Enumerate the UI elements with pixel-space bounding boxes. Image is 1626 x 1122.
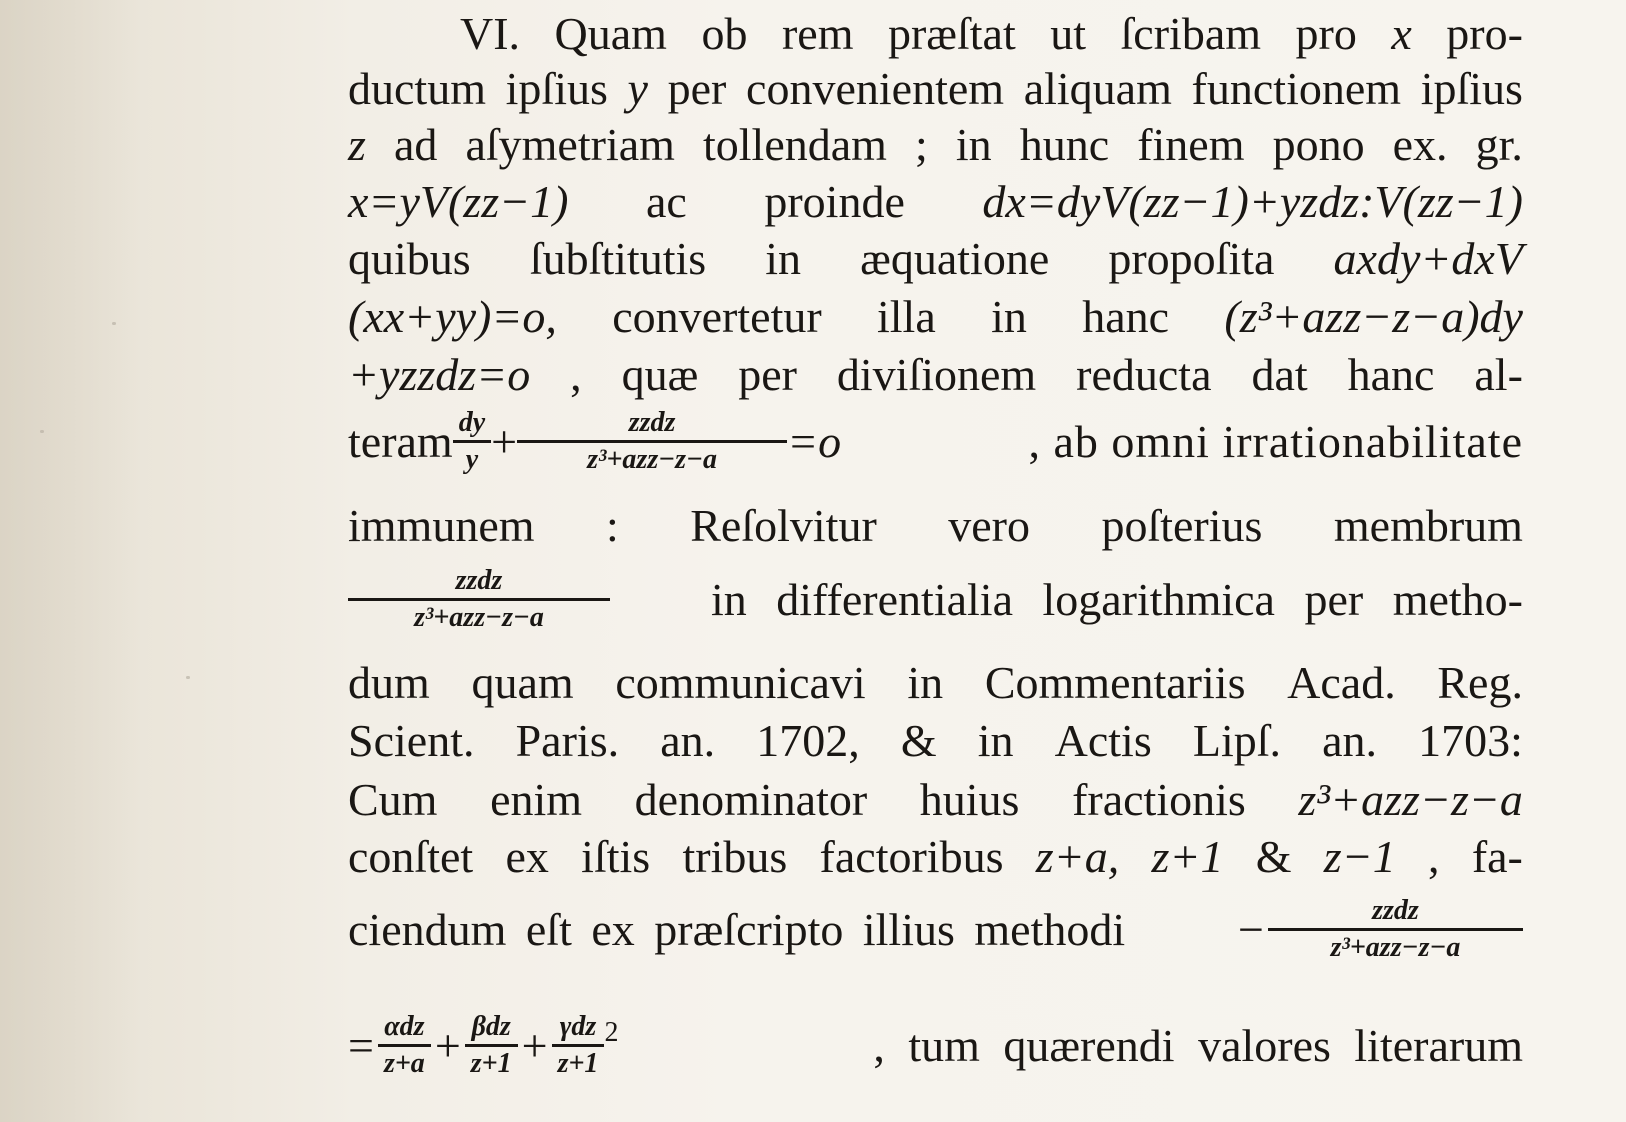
text-line-16 [348, 1012, 1523, 1079]
math-expression: =o [787, 416, 842, 467]
plus-sign: + [491, 416, 518, 467]
word: an. [1322, 715, 1378, 766]
word: hanc [1347, 349, 1435, 400]
word: ſcribam [1120, 8, 1262, 59]
word: ſubſtitutis [529, 233, 707, 284]
word: iſtis [581, 831, 651, 882]
word: ac [645, 176, 687, 227]
word: communicavi [615, 657, 866, 708]
word: Quam [554, 8, 667, 59]
word: ut [1050, 8, 1087, 59]
text-line-15 [348, 896, 1523, 963]
word: ad [393, 119, 438, 170]
math-expression: z+a, [1035, 831, 1120, 882]
fraction-numerator: zzdz [1372, 895, 1419, 926]
fraction-numerator: zzdz [628, 407, 676, 438]
word: hunc [1019, 119, 1110, 170]
word: Commentariis [984, 657, 1246, 708]
text-run: ciendum eſt ex præſcripto illius methodi [348, 904, 1126, 955]
word: an. [660, 715, 716, 766]
word: tollendam [703, 119, 887, 170]
word: Actis [1054, 715, 1152, 766]
text-line-10 [348, 566, 1523, 633]
word: dat [1251, 349, 1308, 400]
word: in [955, 119, 992, 170]
fraction-numerator: zzdz [455, 565, 503, 596]
math-variable: z [348, 119, 366, 170]
word: fa- [1471, 831, 1523, 882]
word: æquatione [860, 233, 1050, 284]
word: ipſius [505, 63, 608, 114]
text-line-6 [348, 289, 1523, 345]
math-expression: axdy+dxV [1333, 233, 1523, 284]
math-variable: y [627, 63, 648, 114]
word: Acad. [1287, 657, 1396, 708]
fraction-alpha [378, 1012, 431, 1079]
word: reducta [1076, 349, 1212, 400]
word: enim [490, 774, 583, 825]
word: Cum [348, 774, 438, 825]
word: quibus [348, 233, 471, 284]
fraction-numerator: βdz [471, 1011, 511, 1042]
math-expression: +yzzdz=o [348, 349, 531, 400]
text-line-13 [348, 772, 1523, 828]
word: ex. [1392, 119, 1448, 170]
word: : [606, 500, 619, 551]
word: hanc [1082, 291, 1170, 342]
text-run: , ab omni irrationabilitate [1028, 416, 1523, 467]
word: immunem [348, 500, 535, 551]
fraction-numerator: γdz [559, 1011, 597, 1042]
fraction-bar [453, 440, 491, 443]
word: vero [948, 500, 1030, 551]
word: rem [781, 8, 854, 59]
plus-sign: + [434, 1020, 461, 1071]
text-run: in differentialia logarithmica per metho- [711, 574, 1523, 625]
word: Lipſ. [1192, 715, 1282, 766]
fraction-beta [465, 1012, 518, 1079]
word: in [991, 291, 1027, 342]
fraction-denominator: z³+azz−z−a [1330, 932, 1461, 963]
word: per [667, 63, 727, 114]
paper-speck [40, 430, 44, 433]
word: membrum [1333, 500, 1523, 551]
fraction-denominator: y [465, 444, 479, 475]
fraction-denominator: z³+azz−z−a [414, 602, 544, 633]
year: 1703: [1418, 715, 1523, 766]
word: illa [877, 291, 936, 342]
text-line-1 [460, 6, 1523, 62]
paper-speck [112, 322, 116, 325]
word: convertetur [612, 291, 822, 342]
page-gutter-shadow [0, 0, 140, 1122]
subscript: 2 [604, 1017, 619, 1048]
word: pro- [1446, 8, 1523, 59]
text-run: , tum quærendi valores literarum [873, 1020, 1523, 1071]
math-expression: x=yV(zz−1) [348, 176, 569, 227]
equals-sign: = [348, 1020, 374, 1071]
fraction-numerator: αdz [384, 1011, 425, 1042]
word: gr. [1475, 119, 1523, 170]
word: Reg. [1437, 657, 1523, 708]
word: Paris. [515, 715, 620, 766]
word: , [570, 349, 582, 400]
word: convenientem [746, 63, 1005, 114]
word: pono [1272, 119, 1365, 170]
word: ob [701, 8, 748, 59]
fraction-denominator: z+1 [470, 1048, 512, 1079]
math-expression: (z³+azz−z−a)dy [1224, 291, 1523, 342]
word: ipſius [1420, 63, 1523, 114]
word: ductum [348, 63, 486, 114]
fraction-bar [348, 598, 610, 601]
math-expression: dx=dyV(zz−1)+yzdz:V(zz−1) [982, 176, 1523, 227]
word: huius [919, 774, 1020, 825]
fraction-denominator: z+1 [557, 1048, 599, 1079]
text-line-14 [348, 829, 1523, 885]
word: in [977, 715, 1014, 766]
minus-sign: − [1238, 904, 1264, 955]
word: & [1255, 831, 1292, 882]
year: 1702, [756, 715, 860, 766]
text-line-7 [348, 347, 1523, 403]
math-expression: z³+azz−z−a [1298, 774, 1523, 825]
word: præſtat [887, 8, 1016, 59]
paper-speck [186, 676, 190, 679]
word: al- [1474, 349, 1523, 400]
text-line-2 [348, 61, 1523, 117]
math-variable: x [1391, 8, 1412, 59]
fraction-bar [465, 1044, 518, 1047]
fraction-denominator: z³+azz−z−a [587, 444, 718, 475]
word: in [907, 657, 944, 708]
math-expression: z−1 [1323, 831, 1396, 882]
fraction-zzdz-over-cubic [1268, 896, 1523, 963]
text-line-12 [348, 713, 1523, 769]
word: , [1428, 831, 1440, 882]
word: ex [505, 831, 549, 882]
word: conſtet [348, 831, 474, 882]
word: factoribus [819, 831, 1004, 882]
text-line-11 [348, 655, 1523, 711]
fraction-bar [1268, 928, 1523, 931]
fraction-numerator: dy [458, 407, 486, 438]
math-expression: (xx+yy)=o, [348, 291, 557, 342]
word: quam [471, 657, 574, 708]
fraction-bar [517, 440, 787, 443]
section-number: VI. [460, 8, 521, 59]
word: teram [348, 416, 453, 467]
word: ; [915, 119, 928, 170]
word: aliquam [1023, 63, 1172, 114]
word: quæ [621, 349, 699, 400]
word: denominator [634, 774, 868, 825]
word: proinde [764, 176, 905, 227]
fraction-bar [378, 1044, 431, 1047]
fraction-denominator: z+a [383, 1048, 425, 1079]
word: Reſolvitur [690, 500, 877, 551]
text-line-3 [348, 117, 1523, 173]
word: Scient. [348, 715, 475, 766]
word: pro [1295, 8, 1357, 59]
fraction-zzdz-over-cubic [348, 566, 610, 633]
word: in [765, 233, 802, 284]
word: tribus [682, 831, 788, 882]
fraction-zzdz-over-cubic [517, 408, 787, 475]
word: poſterius [1101, 500, 1263, 551]
word: fractionis [1072, 774, 1246, 825]
fraction-bar [552, 1044, 605, 1047]
text-line-8 [348, 408, 1523, 475]
word: aſymetriam [465, 119, 675, 170]
math-expression: z+1 [1151, 831, 1224, 882]
fraction-gamma [552, 1012, 605, 1079]
word: diviſionem [836, 349, 1037, 400]
plus-sign: + [521, 1020, 548, 1071]
word: functionem [1191, 63, 1402, 114]
word: finem [1137, 119, 1245, 170]
text-line-5 [348, 231, 1523, 287]
word: & [900, 715, 937, 766]
word: per [738, 349, 797, 400]
text-line-9 [348, 498, 1523, 554]
word: dum [348, 657, 430, 708]
fraction-dy-over-y [453, 408, 491, 475]
text-line-4 [348, 174, 1523, 230]
word: propoſita [1108, 233, 1275, 284]
